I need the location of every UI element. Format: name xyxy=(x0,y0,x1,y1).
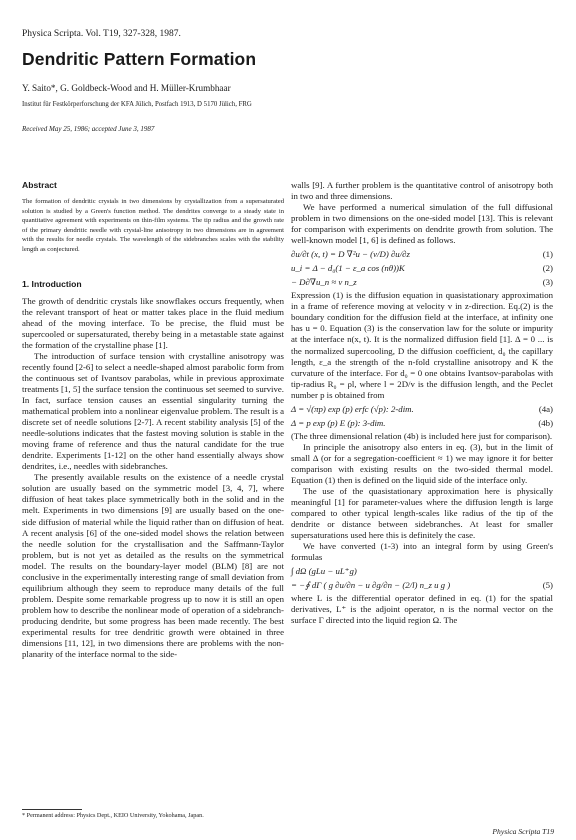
equation-1 xyxy=(291,248,553,260)
footnote: * Permanent address: Physics Dept., KEIO University, Yokohama, Japan. xyxy=(22,812,204,819)
right-column xyxy=(291,180,553,626)
equation-4b-body: Δ = p exp (p) E (p): 3-dim. xyxy=(291,417,386,428)
equation-2 xyxy=(291,262,553,274)
journal-citation: Physica Scripta. Vol. T19, 327-328, 1987. xyxy=(22,29,181,39)
equation-5a-body: ∫ dΩ (gLu − uL⁺g) xyxy=(291,566,357,577)
right-paragraph-1: walls [9]. A further problem is the quantitative control of anisotropy both in two and three dimensions. xyxy=(291,180,553,202)
intro-paragraph-2: The introduction of surface tension with crystalline anisotropy was recently found [2-6] to select a needle-shaped almost parabolic form from the continuous set of Ivantsov parabolas, while in previous approximate treatments [1, 5] the surface tension the continuous set seemed to survive. In fact, surface tension causes an essential singularity turning the mathematical problem into a nonlinear eigenvalue problem. The result is a discrete set of needle solutions [2-7]. A recent stability analysis [5] of the needle-solutions indicates that the fastest moving solution is stable in the moving frame of reference and thus the natural candidate for the true dendrite. Experiments [1-12] on the other hand essentially always show dendrites, i.e., needles with sidebranches. xyxy=(22,350,284,472)
affiliation: Institut für Festkörperforschung der KFA Jülich, Postfach 1913, D 5170 Jülich, FRG xyxy=(22,101,252,108)
received-date: Received May 25, 1986; accepted June 3, 1987 xyxy=(22,125,155,133)
right-paragraph-6: The use of the quasistationary approximation here is physically meaningful [1] for parameter-values where the diffusion length is large compared to other typical length-scales like radius of the tip of the dendrite or distance between sidebranches. At least for smaller supersaturations used here this is definitely the case. xyxy=(291,485,553,541)
intro-paragraph-3: The presently available results on the existence of a needle crystal solution are usually based on the symmetric model [3, 4, 7], where diffusion of heat takes place symmetrically both in the solid and in the melt. Experiments in two dimensions [9] are usually based on the one-side diffusion of material while the liquid rather than on diffusion of heat. A recent analysis [6] of the one-sided model shows the relation between the needle solution for the crystallisation and the Saffmann-Taylor problem, but is not yet as detailed as the results on the symmetrical model. The results on the boundary-layer model (BLM) [8] are not conclusive in the experimentally interesting range of small deviation from equilibrium although they seem to reproduce many details of the full problem. Despite some remarkable progress up to now it is still an open problem how to describe the nonlinear mode of operation of a sidebranch-producing dendrite, but some progress has been made recently. The best experimental results for tree dendritic growth were obtained in three dimensions [11, 12], in two dimensions there are problems with the non-planarity of the interface normal to the side- xyxy=(22,472,284,660)
equation-4a-number: (4a) xyxy=(538,403,553,414)
equation-3-number: (3) xyxy=(542,277,553,288)
equation-1-body: ∂u/∂t (x, t) = D ∇²u − (v/D) ∂u/∂z xyxy=(291,249,410,260)
equation-4a xyxy=(291,403,553,415)
equation-2-body: u_i = Δ − d₀(1 − ε_a cos (nθ))K xyxy=(291,263,405,274)
equation-3-body: − D∂∇u_n ≈ v n_z xyxy=(291,277,357,288)
equation-5b xyxy=(291,579,553,591)
intro-paragraph-1: The growth of dendritic crystals like snowflakes occurs frequently, when the relevant transport of heat or matter takes place in the fluid medium ahead of the moving interface. To be precise, the fluid must be supercooled or supersaturated, thereby being in a metastable state against the formation of the crystalline phase [1]. xyxy=(22,295,284,350)
running-footer: Physica Scripta T19 xyxy=(492,827,554,836)
paper-title: Dendritic Pattern Formation xyxy=(22,49,257,69)
left-column xyxy=(22,180,284,660)
right-paragraph-2: We have performed a numerical simulation of the full diffusional problem in two dimensions on the one-sided model [13]. This is relevant for comparison with experiments on dendrite growth from solution. The well-known model [1, 6] is defined as follows. xyxy=(291,202,553,246)
abstract-heading: Abstract xyxy=(22,180,57,190)
abstract-text: The formation of dendritic crystals in two dimensions by crystallization from a supersaturated solution is studied by a Green's function method. The dendrites converge to a steady state in quantitative agreement with experiments on thin-film systems. The tip radius and the growth rate of the primary dendritic needle with crystal-line anisotropy in two dimensions are in agreement with the results for needle crystals. The wavelength of the sidebranches scales with the stability length as conjectured. xyxy=(22,198,284,253)
right-paragraph-7: We have converted (1-3) into an integral form by using Green's formulas xyxy=(291,541,553,563)
equation-2-number: (2) xyxy=(542,263,553,274)
author-list: Y. Saito*, G. Goldbeck-Wood and H. Müller-Krumbhaar xyxy=(22,83,231,93)
introduction-heading: 1. Introduction xyxy=(22,278,82,289)
equation-5b-body: = −∮ dΓ ( g ∂u/∂n − u ∂g/∂n − (2/l) n_z u g ) xyxy=(291,580,451,591)
equation-3 xyxy=(291,276,553,288)
equation-4a-body: Δ = √(πp) exp (p) erfc (√p): 2-dim. xyxy=(291,403,414,414)
equation-1-number: (1) xyxy=(542,249,553,260)
equation-4b xyxy=(291,417,553,429)
equation-4b-number: (4b) xyxy=(538,417,553,428)
equation-5a xyxy=(291,565,553,577)
footnote-rule xyxy=(22,809,82,810)
right-paragraph-5: In principle the anisotropy also enters in eq. (3), but in the limit of small Δ (or for a segregation-coefficient ≈ 1) we may ignore it for better comparison with existing results on the two-sided thermal model. Equation (1) then is defined on the liquid side of the interface only. xyxy=(291,441,553,485)
right-paragraph-4: (The three dimensional relation (4b) is included here just for comparison). xyxy=(291,430,553,441)
right-paragraph-8: where L is the differential operator defined in eq. (1) for the spatial derivatives, L⁺ is the adjoint operator, n is the normal vector on the surface Γ directed into the liquid region Ω. The xyxy=(291,593,553,626)
right-paragraph-3: Expression (1) is the diffusion equation in quasistationary approximation in a frame of reference moving at velocity v in z-direction. Eq.(2) is the boundary condition for the diffusion field at the interface, at infinity one has u = 0. Equation (3) is the conservation law for the solute or impurity at the interface n(x, t). It is the normalized diffusion field [1]. Δ = 0 ... is the normalized supercooling, D the diffusion coefficient, d₀ the capillary length, ε_a the strength of the n-fold crystalline anisotropy and K the curvature of the interface. For d₀ = 0 one obtains Ivantsov-parabolas with tip-radius R₀ = ρl, where l = 2D/v is the diffusion length, and the Peclet number p is obtained from xyxy=(291,290,553,400)
equation-5-number: (5) xyxy=(542,580,553,591)
